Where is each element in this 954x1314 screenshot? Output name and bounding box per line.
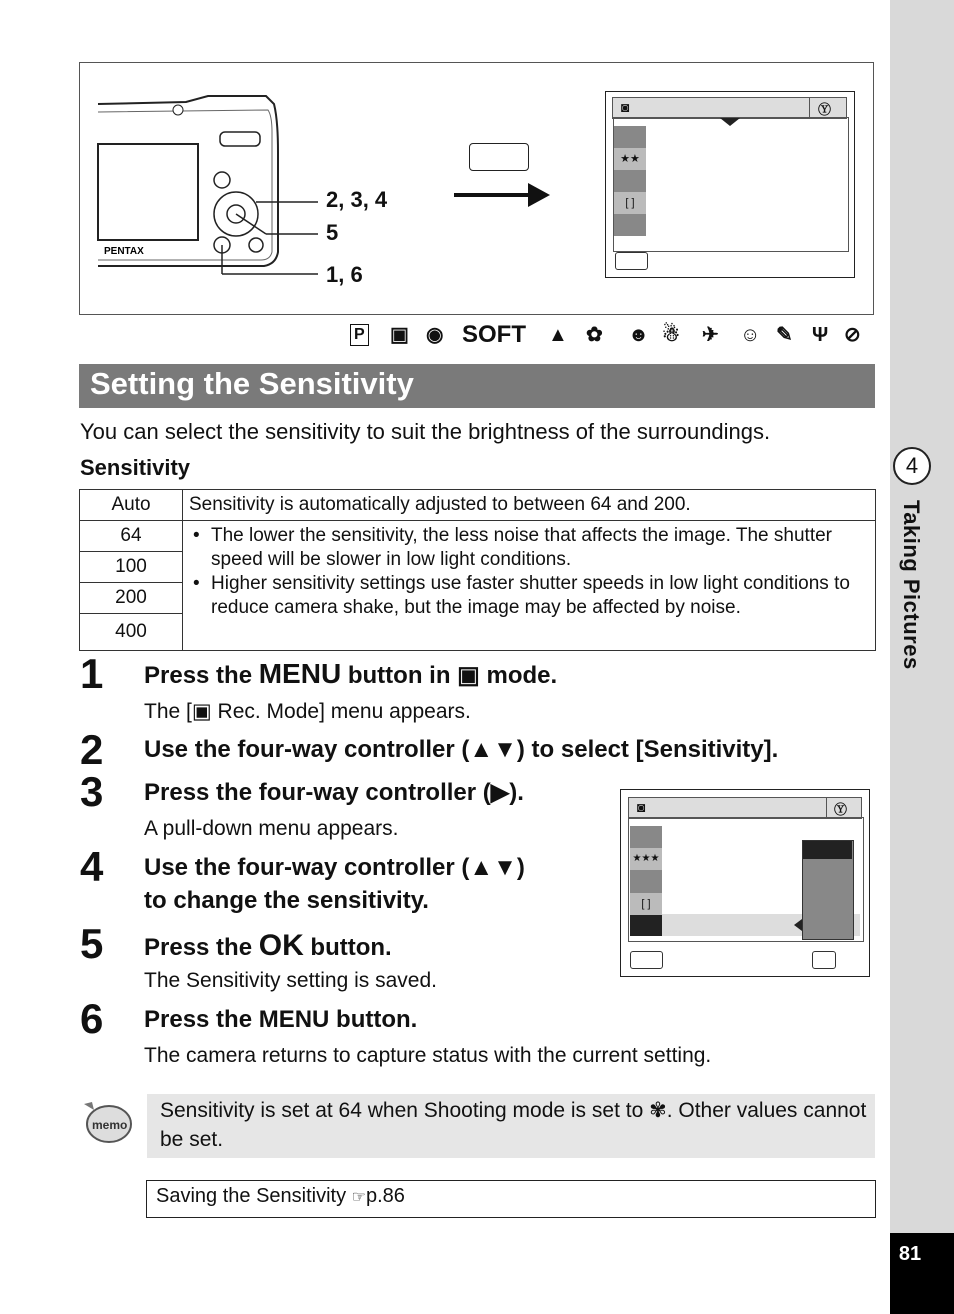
bullet-item: • Higher sensitivity settings use faster shutter speeds in low light conditions to reduce camera shake, but the image may be affected by noise. xyxy=(189,572,875,620)
chapter-number: 4 xyxy=(893,447,931,485)
step-number: 3 xyxy=(80,768,104,815)
menu-button-icon xyxy=(469,143,529,171)
memo-text: Sensitivity is set at 64 when Shooting mode is set to ✾. Other values cannot be set. xyxy=(160,1099,867,1151)
pet-mode-icon: ✎ xyxy=(776,324,793,346)
sensitivity-icon xyxy=(630,915,662,936)
menu-list-frame xyxy=(613,117,849,252)
sensitivity-table xyxy=(79,489,876,651)
quality-icon: ★★ xyxy=(614,148,646,170)
flower-mode-icon: ✾ xyxy=(649,1099,667,1122)
section-title: Setting the Sensitivity xyxy=(90,366,414,401)
flower-mode-icon: ✿ xyxy=(586,324,603,346)
table-cell-description: Sensitivity is automatically adjusted to between 64 and 200. xyxy=(183,490,876,521)
step-note: The camera returns to capture status with the current setting. xyxy=(144,1044,712,1067)
ok-key-label: OK xyxy=(258,929,304,962)
pulldown-selected-item xyxy=(803,841,852,859)
movie-mode-icon: ◉ xyxy=(426,324,444,346)
step-instruction: Press the MENU button. xyxy=(144,1006,418,1033)
table-heading: Sensitivity xyxy=(80,455,191,480)
menu-key-icon xyxy=(630,951,663,969)
step-instruction: Use the four-way controller (▲▼) to select [Sensitivity]. xyxy=(144,736,779,763)
quality-icon: ★★★ xyxy=(630,848,662,870)
table-cell-value: Auto xyxy=(80,490,183,521)
callout-label: 1, 6 xyxy=(326,262,363,287)
sport-mode-icon: ✈ xyxy=(702,324,719,346)
camera-brand-label: PENTAX xyxy=(104,246,144,257)
rec-mode-tab xyxy=(628,797,828,819)
bullet-item: • The lower the sensitivity, the less noise that affects the image. The shutter speed will be slower in low light conditions. xyxy=(189,524,875,572)
chapter-title: Taking Pictures xyxy=(899,500,924,670)
page-number: 81 xyxy=(898,1243,922,1265)
step-number: 6 xyxy=(80,995,104,1042)
reference-text[interactable]: Saving the Sensitivity ☞p.86 xyxy=(156,1185,405,1207)
table-cell-value: 400 xyxy=(80,614,183,651)
food-mode-icon: Ψ xyxy=(812,324,829,346)
menu-key-icon xyxy=(615,252,648,270)
table-cell-value: 100 xyxy=(80,552,183,583)
step-number: 1 xyxy=(80,650,104,697)
step-instruction: Press the OK button. xyxy=(144,929,392,962)
step-instruction-continued: to change the sensitivity. xyxy=(144,887,429,914)
landscape-mode-icon: ▲ xyxy=(548,324,568,346)
program-mode-icon: P xyxy=(350,324,369,346)
menu-key-label: MENU xyxy=(258,658,342,689)
callout-label: 2, 3, 4 xyxy=(326,187,388,212)
callout-label: 5 xyxy=(326,220,339,245)
step-number: 5 xyxy=(80,920,104,967)
ok-key-icon xyxy=(812,951,836,969)
step-number: 4 xyxy=(80,843,104,890)
step-instruction: Press the MENU button in ▣ mode. xyxy=(144,658,558,689)
step-number: 2 xyxy=(80,726,104,773)
focus-frame-icon: [ ] xyxy=(614,192,646,214)
step-note: The [▣ Rec. Mode] menu appears. xyxy=(144,700,471,723)
reference-page: p.86 xyxy=(366,1185,405,1207)
table-row xyxy=(80,490,876,521)
soft-mode-icon: SOFT xyxy=(462,321,526,348)
kids-mode-icon: ☺ xyxy=(740,324,761,346)
table-cell-value: 200 xyxy=(80,583,183,614)
table-cell-description xyxy=(183,521,876,651)
rec-mode-tab xyxy=(612,97,812,119)
portrait-face-icon: ☻ xyxy=(628,324,650,346)
focus-frame-icon: [ ] xyxy=(630,893,662,915)
camera-icon: ▣ xyxy=(457,662,480,689)
pointing-hand-icon: ☞ xyxy=(351,1189,366,1206)
step-note: The Sensitivity setting is saved. xyxy=(144,969,437,992)
svg-text:memo: memo xyxy=(92,1118,128,1132)
scroll-left-icon xyxy=(794,919,802,931)
arrow-right-icon xyxy=(452,180,552,210)
portrait-mode-icon: ▣ xyxy=(390,324,409,346)
surf-snow-icon: ☃ xyxy=(662,324,680,346)
table-row xyxy=(80,521,876,552)
mode-icons-row xyxy=(350,321,874,349)
tools-icon: Ⓨ xyxy=(834,802,848,817)
memo-icon xyxy=(80,1098,134,1146)
frame-mode-icon: ⊘ xyxy=(844,324,861,346)
menu-icon-column xyxy=(614,126,646,236)
step-instruction: Use the four-way controller (▲▼) xyxy=(144,854,525,881)
table-cell-value: 64 xyxy=(80,521,183,552)
camera-icon: ◙ xyxy=(637,799,646,815)
scroll-down-icon xyxy=(720,118,740,128)
step-note: A pull-down menu appears. xyxy=(144,817,399,840)
camera-icon: ◙ xyxy=(621,99,630,115)
tools-icon: Ⓨ xyxy=(818,102,832,117)
intro-text: You can select the sensitivity to suit the brightness of the surroundings. xyxy=(80,419,771,444)
step-instruction: Press the four-way controller (▶). xyxy=(144,779,524,806)
